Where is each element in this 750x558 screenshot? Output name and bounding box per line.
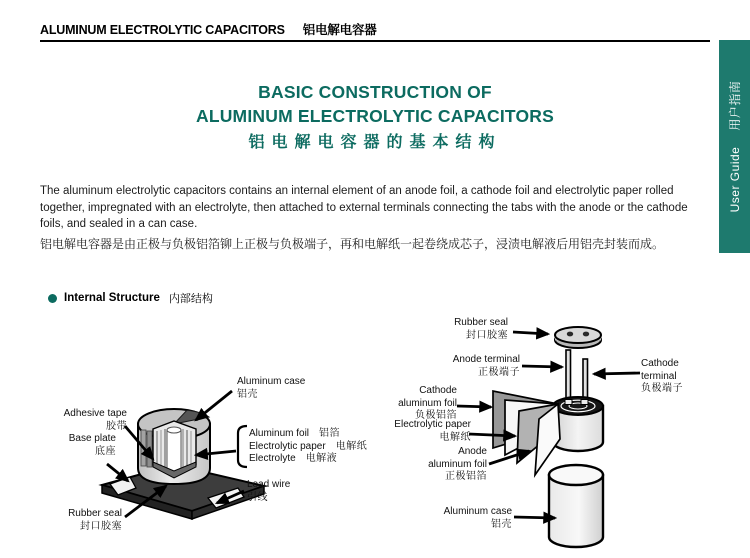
- label-anode-terminal: Anode terminal 正极端子: [452, 354, 520, 378]
- header-divider: [40, 40, 710, 42]
- user-guide-side-tab-text: [719, 40, 750, 253]
- label-group-bracket: [238, 426, 247, 467]
- side-tab-label-zh: 用户指南: [728, 80, 742, 131]
- label-aluminum-case-right: Aluminum case 铝壳: [443, 506, 512, 530]
- rubber-seal-shape: [555, 327, 601, 348]
- label-rubber-seal: Rubber seal 封口胶塞: [68, 508, 122, 532]
- label-foil-paper-electrolyte-group: Aluminum foil 铝箔 Electrolytic paper 电解纸 Electrolyte 电解液: [249, 428, 368, 464]
- winding-cutaway-shape: [153, 421, 196, 478]
- intro-paragraph-zh: 铝电解电容器是由正极与负极铝箔铆上正极与负极端子，再和电解纸一起卷绕成芯子，浸渍电解液后用铝壳封装而成。: [40, 237, 665, 251]
- label-base-plate: Base plate 底座: [68, 433, 116, 457]
- page-header-zh: 铝电解电容器: [302, 23, 377, 37]
- label-cathode-foil: Cathode aluminum foil 负极铝箔: [398, 385, 457, 421]
- page-title-zh: 铝电解电容器的基本结构: [248, 134, 502, 151]
- label-rubber-seal-right: Rubber seal 封口胶塞: [454, 317, 508, 341]
- section-title-en: Internal Structure: [64, 292, 160, 304]
- page-title-line1: BASIC CONSTRUCTION OF: [258, 82, 492, 102]
- label-cathode-terminal: Cathode terminal 负极端子: [641, 358, 683, 394]
- section-header-internal-structure: [48, 290, 213, 306]
- user-guide-side-tab: [719, 40, 750, 253]
- page-title-line2: ALUMINUM ELECTROLYTIC CAPACITORS: [195, 106, 555, 126]
- side-tab-label-en: User Guide: [727, 146, 742, 213]
- page-header-en: ALUMINUM ELECTROLYTIC CAPACITORS: [40, 23, 285, 37]
- wound-element-shape: [553, 397, 603, 451]
- page-header: [40, 20, 377, 38]
- label-electrolytic-paper: Electrolytic paper 电解纸: [394, 419, 471, 443]
- section-title-zh: 内部结构: [168, 293, 213, 305]
- label-lead-wire: Lead wire 引线: [247, 479, 291, 503]
- fanned-foils-shape: [493, 391, 560, 475]
- bullet-icon: [48, 294, 57, 303]
- intro-paragraph-en: The aluminum electrolytic capacitors contains an internal element of an anode foil, a cathode foil and electrolytic paper rolled together, impregnated with an electrolyte, then attached to external terminals connecting the tabs with the anode or the cathode foils, and sealed in a can case.: [40, 185, 688, 230]
- page-title: [40, 80, 710, 156]
- diagram-cutaway-capacitor: [40, 370, 368, 545]
- aluminum-case-shape: [549, 465, 603, 547]
- diagram-exploded-capacitor: [395, 315, 720, 550]
- label-aluminum-case: Aluminum case 铝壳: [237, 376, 306, 400]
- label-adhesive-tape: Adhesive tape 胶带: [63, 408, 127, 432]
- label-anode-foil: Anode aluminum foil 正极铝箔: [428, 446, 487, 482]
